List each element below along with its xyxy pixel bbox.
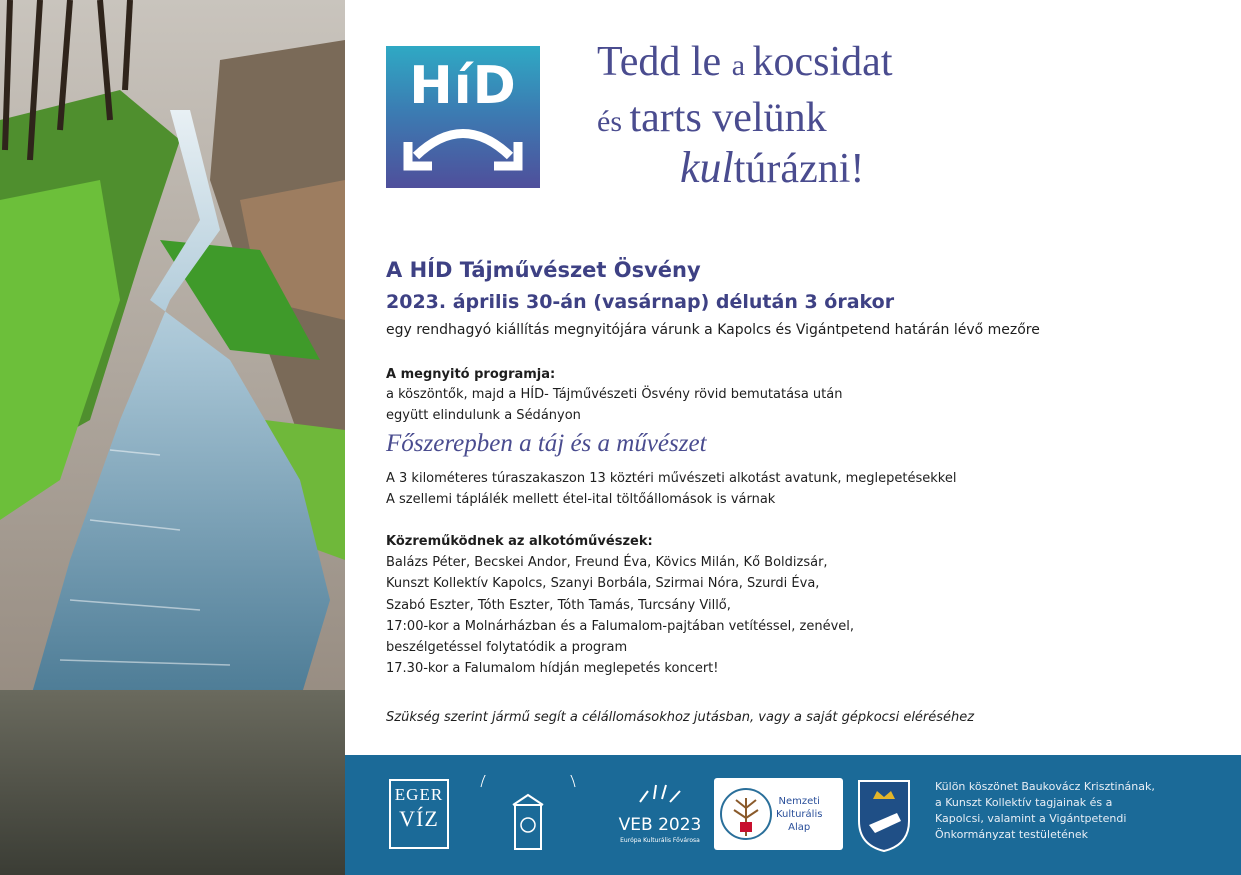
slogan-text: tarts velünk: [629, 95, 827, 141]
artists-line: Szabó Eszter, Tóth Eszter, Tóth Tamás, Turcsány Villő,: [386, 598, 731, 613]
thanks-line: Kapolcsi, valamint a Vigántpetendi: [935, 812, 1127, 825]
artists-line: 17.30-kor a Falumalom hídján meglepetés koncert!: [386, 661, 719, 676]
program-label: A megnyitó programja:: [386, 367, 556, 382]
artists-line: 17:00-kor a Molnárházban és a Falumalom-pajtában vetítéssel, zenével,: [386, 619, 855, 634]
nka-text-line: Alap: [788, 822, 811, 833]
artists-line: Balázs Péter, Becskei Andor, Freund Éva, Kövics Milán, Kő Boldizsár,: [386, 555, 828, 570]
coat-of-arms-icon: [857, 777, 911, 853]
slogan-line-1: [597, 38, 892, 86]
kapolcsi-emblem-icon: [473, 775, 583, 855]
event-date: 2023. április 30-án (vasárnap) délután 3 órakor: [386, 291, 895, 313]
thanks-line: Önkormányzat testületének: [935, 828, 1089, 841]
program-line: a köszöntők, majd a HÍD- Tájművészeti Ösvény rövid bemutatása után: [386, 387, 843, 402]
tour-line: A szellemi táplálék mellett étel-ital töltőállomások is várnak: [386, 492, 776, 507]
kapolcsi-logo: [473, 775, 583, 855]
nka-tree-icon: [714, 778, 774, 850]
artists-line: Kunszt Kollektív Kapolcs, Szanyi Borbála, Szirmai Nóra, Szurdi Éva,: [386, 576, 820, 591]
hid-logo-text: HíD: [409, 56, 517, 116]
slogan-text: Tedd le: [597, 39, 732, 85]
kapolcs-crest-logo: [857, 777, 911, 853]
tour-line: A 3 kilométeres túraszakaszon 13 köztéri művészeti alkotást avatunk, meglepetésekkel: [386, 471, 957, 486]
egerviz-text: EGER: [394, 785, 444, 804]
veb-logo: [610, 777, 710, 857]
slogan-text: kocsidat: [752, 39, 893, 85]
transport-note: Szükség szerint jármű segít a célállomásokhoz jutásban, vagy a saját gépkocsi eléréséhez: [386, 710, 975, 725]
artists-label: Közreműködnek az alkotóművészek:: [386, 534, 653, 549]
slogan-text: és: [597, 105, 630, 138]
nka-logo: [714, 778, 843, 850]
stream-photo: [0, 0, 345, 875]
veb-subtitle: Európa Kulturális Fővárosa: [620, 837, 700, 844]
veb-title: VEB 2023: [618, 815, 702, 835]
section-subtitle: Főszerepben a táj és a művészet: [386, 430, 707, 457]
egerviz-logo: [389, 779, 449, 849]
bridge-arrows-icon: [386, 46, 540, 188]
nka-text-line: Nemzeti: [778, 796, 820, 807]
thanks-text: [935, 779, 1155, 843]
slogan-line-2: [597, 94, 827, 142]
veb-rays-icon: [610, 777, 710, 807]
sponsor-bar: [345, 755, 1241, 875]
event-invite: egy rendhagyó kiállítás megnyitójára várunk a Kapolcs és Vigántpetend határán lévő mezőre: [386, 322, 1040, 338]
slogan-text: a: [731, 49, 753, 82]
thanks-line: a Kunszt Kollektív tagjainak és a: [935, 796, 1113, 809]
nka-text-line: Kulturális: [776, 809, 823, 820]
slogan-line-3: [680, 142, 864, 193]
program-line: együtt elindulunk a Sédányon: [386, 408, 581, 423]
slogan-text: kul: [680, 143, 734, 192]
artists-line: beszélgetéssel folytatódik a program: [386, 640, 628, 655]
thanks-line: Külön köszönet Baukovácz Krisztinának,: [935, 780, 1155, 793]
hid-logo: [386, 46, 540, 188]
event-title: A HÍD Tájművészet Ösvény: [386, 258, 701, 282]
egerviz-text: VÍZ: [399, 806, 439, 831]
slogan-text: túrázni!: [733, 146, 865, 192]
nka-text: [776, 795, 822, 834]
